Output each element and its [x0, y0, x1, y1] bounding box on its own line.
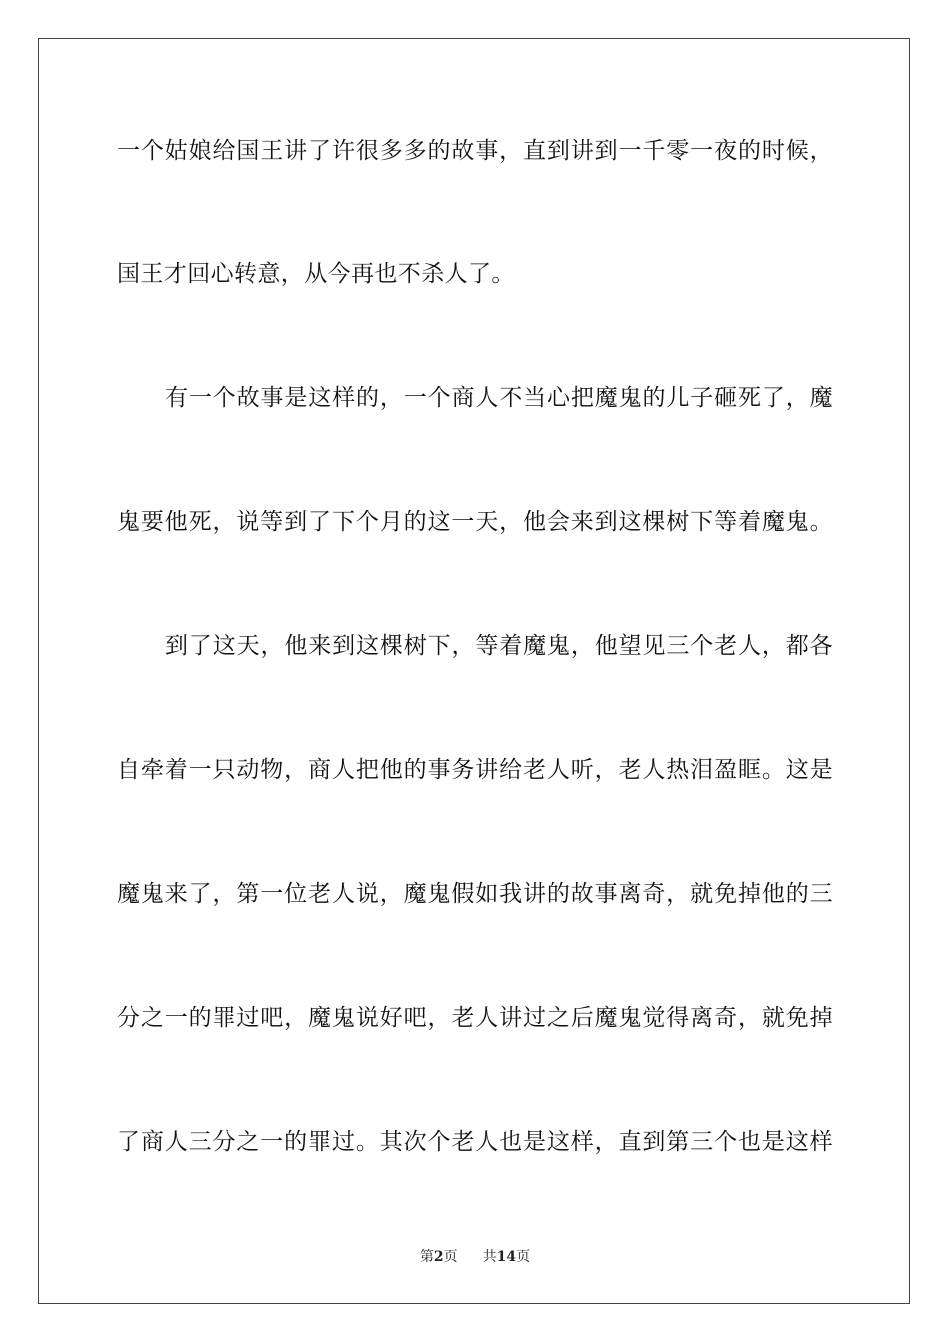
paragraph-line: 了商人三分之一的罪过。其次个老人也是这样，直到第三个也是这样: [117, 1129, 833, 1155]
page-number: 2: [433, 1249, 444, 1265]
total-pages: 14: [496, 1249, 517, 1265]
paragraph-line: 有一个故事是这样的，一个商人不当心把魔鬼的儿子砸死了，魔: [165, 385, 833, 411]
total-prefix: 共: [482, 1249, 497, 1265]
page-number-label: [420, 1248, 458, 1266]
paragraph-line: 国王才回心转意，从今再也不杀人了。: [117, 261, 515, 287]
page-prefix: 第: [419, 1249, 434, 1265]
paragraph-line: 分之一的罪过吧，魔鬼说好吧，老人讲过之后魔鬼觉得离奇，就免掉: [117, 1005, 833, 1031]
paragraph-line: 魔鬼来了，第一位老人说，魔鬼假如我讲的故事离奇，就免掉他的三: [117, 881, 833, 907]
paragraph-line: 鬼要他死，说等到了下个月的这一天，他会来到这棵树下等着魔鬼。: [117, 509, 833, 535]
paragraph-line: 到了这天，他来到这棵树下，等着魔鬼，他望见三个老人，都各: [165, 633, 833, 659]
page-suffix: 页: [443, 1249, 458, 1265]
total-pages-label: [483, 1248, 530, 1266]
page-footer: [0, 1248, 950, 1266]
paragraph-line: 一个姑娘给国王讲了许很多多的故事，直到讲到一千零一夜的时候，: [117, 138, 833, 164]
total-suffix: 页: [516, 1249, 531, 1265]
page-border: [38, 38, 910, 1304]
paragraph-line: 自牵着一只动物，商人把他的事务讲给老人听，老人热泪盈眶。这是: [117, 757, 833, 783]
